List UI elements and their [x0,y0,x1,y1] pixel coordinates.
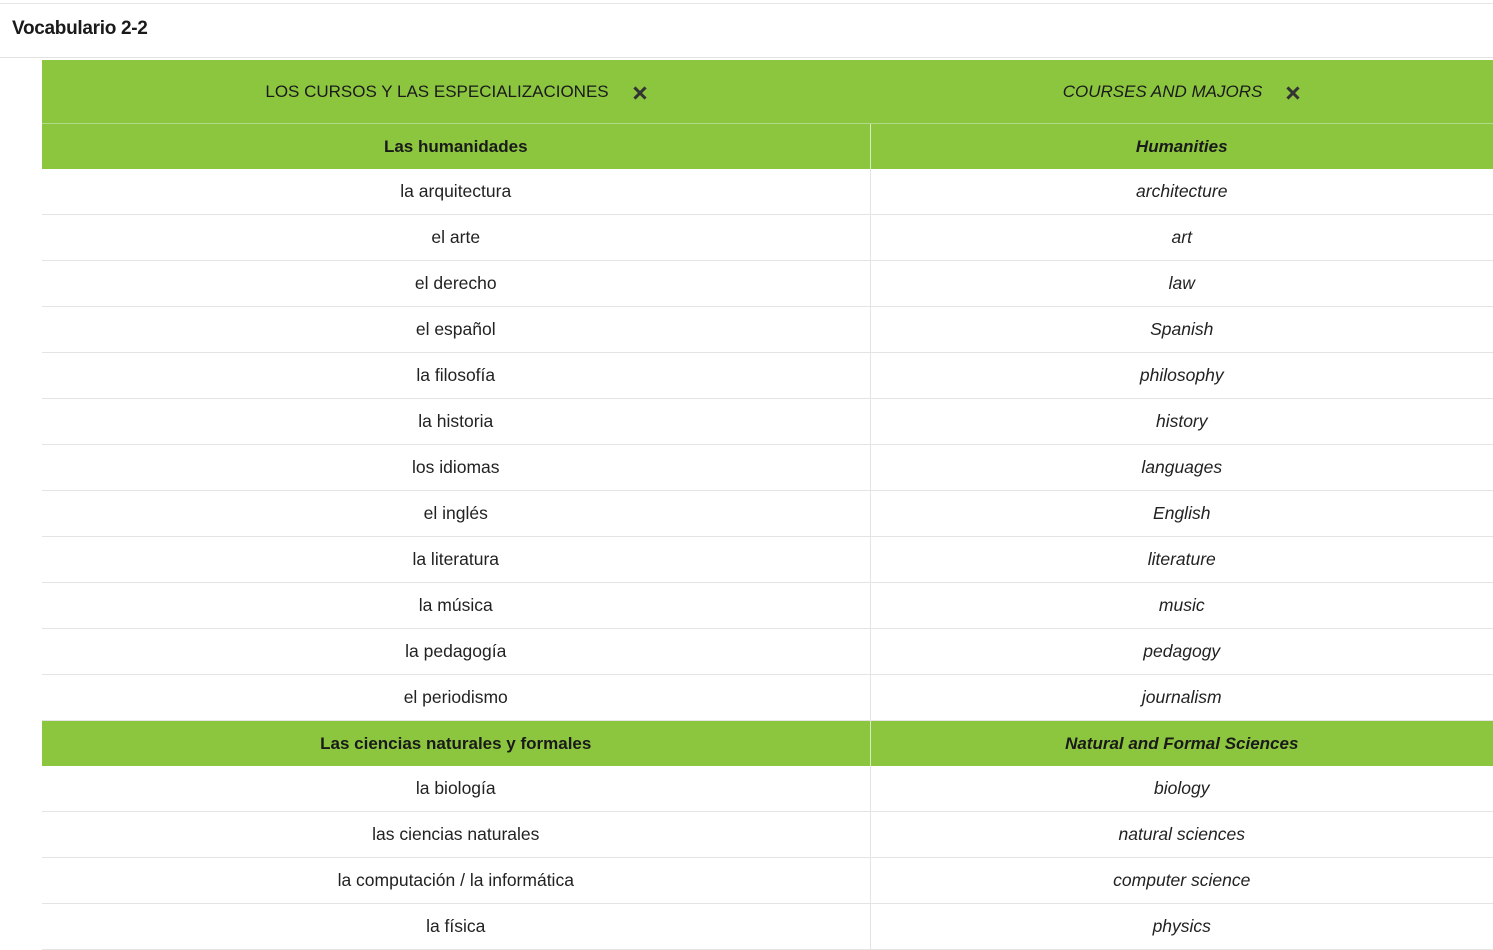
spanish-term: la física [42,904,870,950]
english-term: languages [870,445,1493,491]
spanish-term: el inglés [42,491,870,537]
spanish-term: la pedagogía [42,629,870,675]
column-header-spanish[interactable] [42,60,870,124]
english-term: English [870,491,1493,537]
spanish-term: el periodismo [42,675,870,721]
table-row [42,169,1493,215]
section-title-english: Humanities [870,124,1493,170]
english-term: music [870,583,1493,629]
spanish-term: los idiomas [42,445,870,491]
table-body [42,124,1493,950]
table-row [42,353,1493,399]
english-term: art [870,215,1493,261]
spanish-term: el arte [42,215,870,261]
spanish-term: la historia [42,399,870,445]
section-title-spanish: Las ciencias naturales y formales [42,721,870,767]
spanish-term: la literatura [42,537,870,583]
english-term: journalism [870,675,1493,721]
english-term: Spanish [870,307,1493,353]
table-row [42,583,1493,629]
section-title-spanish: Las humanidades [42,124,870,170]
spanish-term: el derecho [42,261,870,307]
table-row [42,675,1493,721]
english-term: architecture [870,169,1493,215]
english-term: history [870,399,1493,445]
table-row [42,766,1493,812]
column-header-spanish-label: LOS CURSOS Y LAS ESPECIALIZACIONES [265,81,609,101]
close-icon[interactable] [1286,86,1300,100]
english-term: computer science [870,858,1493,904]
column-header-english[interactable] [870,60,1493,124]
table-row [42,261,1493,307]
spanish-term: la computación / la informática [42,858,870,904]
english-term: pedagogy [870,629,1493,675]
spanish-term: la biología [42,766,870,812]
spanish-term: las ciencias naturales [42,812,870,858]
table-row [42,629,1493,675]
english-term: biology [870,766,1493,812]
english-term: law [870,261,1493,307]
section-header-row [42,721,1493,767]
table-row [42,307,1493,353]
table-row [42,858,1493,904]
section-header-row [42,124,1493,170]
spanish-term: la filosofía [42,353,870,399]
column-header-english-label: COURSES AND MAJORS [1062,81,1263,101]
close-icon[interactable] [633,86,647,100]
spanish-term: la música [42,583,870,629]
table-header-row [42,60,1493,124]
table-row [42,812,1493,858]
table-row [42,491,1493,537]
vocabulary-table [42,60,1493,950]
table-row [42,215,1493,261]
english-term: physics [870,904,1493,950]
table-row [42,537,1493,583]
english-term: natural sciences [870,812,1493,858]
spanish-term: el español [42,307,870,353]
table-row [42,399,1493,445]
english-term: literature [870,537,1493,583]
page-title: Vocabulario 2-2 [12,18,148,39]
english-term: philosophy [870,353,1493,399]
table-row [42,904,1493,950]
table-row [42,445,1493,491]
spanish-term: la arquitectura [42,169,870,215]
section-title-english: Natural and Formal Sciences [870,721,1493,767]
title-bar [0,4,1493,58]
